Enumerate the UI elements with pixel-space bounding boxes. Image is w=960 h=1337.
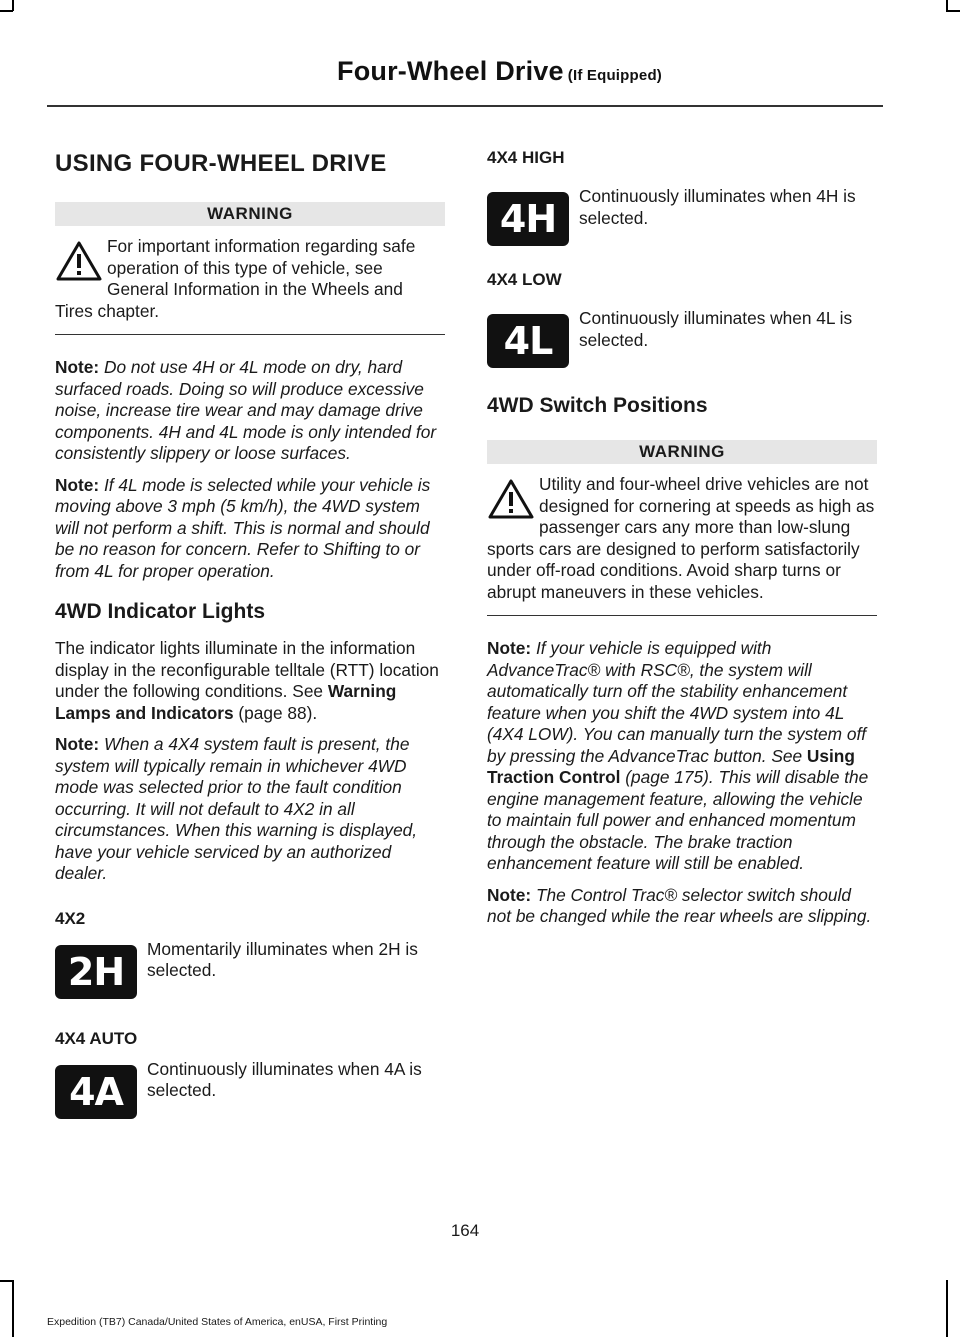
note-paragraph [487,885,877,928]
crop-mark [12,0,14,11]
crop-mark [0,1280,13,1282]
note-label: Note: [55,357,100,377]
note-label: Note: [487,638,532,658]
4l-indicator-icon: 4L [487,314,569,368]
warning-triangle-icon [55,240,103,282]
warning-box [487,474,877,616]
mode-heading: 4X4 AUTO [55,1028,138,1048]
header-rule [47,105,883,107]
crop-mark [946,10,960,12]
body-paragraph [55,638,445,724]
mode-heading: 4X4 HIGH [487,148,565,167]
note-paragraph [55,475,445,583]
page-number: 164 [450,1221,480,1240]
subsection-heading: 4WD Indicator Lights [55,600,265,623]
body-text: The indicator lights illuminate in the information display in the reconfigurable telltale (RTT) location under the following conditions. See [55,638,439,701]
note-label: Note: [55,474,100,495]
4a-indicator-icon: 4A [55,1065,137,1119]
warning-text: Utility and four-wheel drive vehicles are not designed for cornering at speeds as high as passenger cars any more than low-slung sports cars are designed to perform satisfactorily under off-road conditions. Avoid sharp turns or abrupt maneuvers in these vehicles. [487,474,875,602]
indicator-row [487,308,877,380]
warning-bar: WARNING [487,440,877,464]
warning-text: For important information regarding safe operation of this type of vehicle, see General Information in the Wheels and Tires chapter. [55,236,416,321]
note-paragraph [55,734,445,885]
indicator-row [487,186,877,258]
note-text: Do not use 4H or 4L mode on dry, hard surfaced roads. Doing so will produce excessive noise, increase tire wear and may damage drive components. 4H and 4L mode is only intended for consistently slippery or loose surfaces. [55,357,437,463]
note-text: The Control Trac® selector switch should not be changed while the rear wheels are slipping. [487,884,872,926]
crop-mark [946,1280,948,1337]
mode-heading: 4X2 [55,908,86,928]
header-subtitle: (If Equipped) [567,67,662,84]
warning-bar: WARNING [55,202,445,226]
note-text: If your vehicle is equipped with AdvanceTrac® with RSC®, the system will automatically turn off the stability enhancement feature when you shift the 4WD system into 4L (4X4 LOW). You can manually turn the system off by pressing the AdvanceTrac button. See [487,638,867,766]
note-label: Note: [487,884,532,905]
note-paragraph [487,638,877,875]
right-column [487,140,877,938]
mode-heading: 4X4 LOW [487,270,562,289]
warning-triangle-icon [487,478,535,520]
page-reference: (page 88). [233,702,318,723]
4h-indicator-icon: 4H [487,192,569,246]
left-column [55,140,445,1137]
note-label: Note: [55,734,100,754]
warning-box [55,236,445,335]
indicator-description: Momentarily illuminates when 2H is selected. [147,938,418,980]
note-text: When a 4X4 system fault is present, the system will typically remain in whichever 4WD mode was selected prior to the fault condition occurring. It will not default to 4X2 in all circumstances. When this warning is displayed, have your vehicle serviced by an authorized dealer. [55,734,418,883]
indicator-description: Continuously illuminates when 4H is selected. [579,186,856,228]
2h-indicator-icon: 2H [55,945,137,999]
section-heading: USING FOUR-WHEEL DRIVE [55,150,387,177]
crop-mark [12,1280,14,1337]
note-text: (page 175). This will disable the engine management feature, allowing the vehicle to maintain full power and enhanced momentum through the obstacle. The brake traction enhancement feature will still be enabled. [487,767,869,873]
cross-reference-link[interactable]: Using Traction Control [487,745,855,787]
subsection-heading: 4WD Switch Positions [487,394,708,417]
page-header [337,56,662,87]
indicator-description: Continuously illuminates when 4L is selected. [579,308,853,350]
header-title: Four-Wheel Drive [337,56,564,86]
note-text: If 4L mode is selected while your vehicle is moving above 3 mph (5 km/h), the 4WD system will not perform a shift. This is normal and should be no reason for concern. Refer to Shifting to or from 4L for proper operation. [55,474,431,581]
indicator-description: Continuously illuminates when 4A is selected. [147,1058,422,1100]
indicator-row [55,939,445,1011]
note-paragraph [55,357,445,465]
indicator-row [55,1059,445,1131]
footer-text: Expedition (TB7) Canada/United States of America, enUSA, First Printing [47,1316,388,1328]
cross-reference-link[interactable]: Warning Lamps and Indicators [55,681,397,723]
